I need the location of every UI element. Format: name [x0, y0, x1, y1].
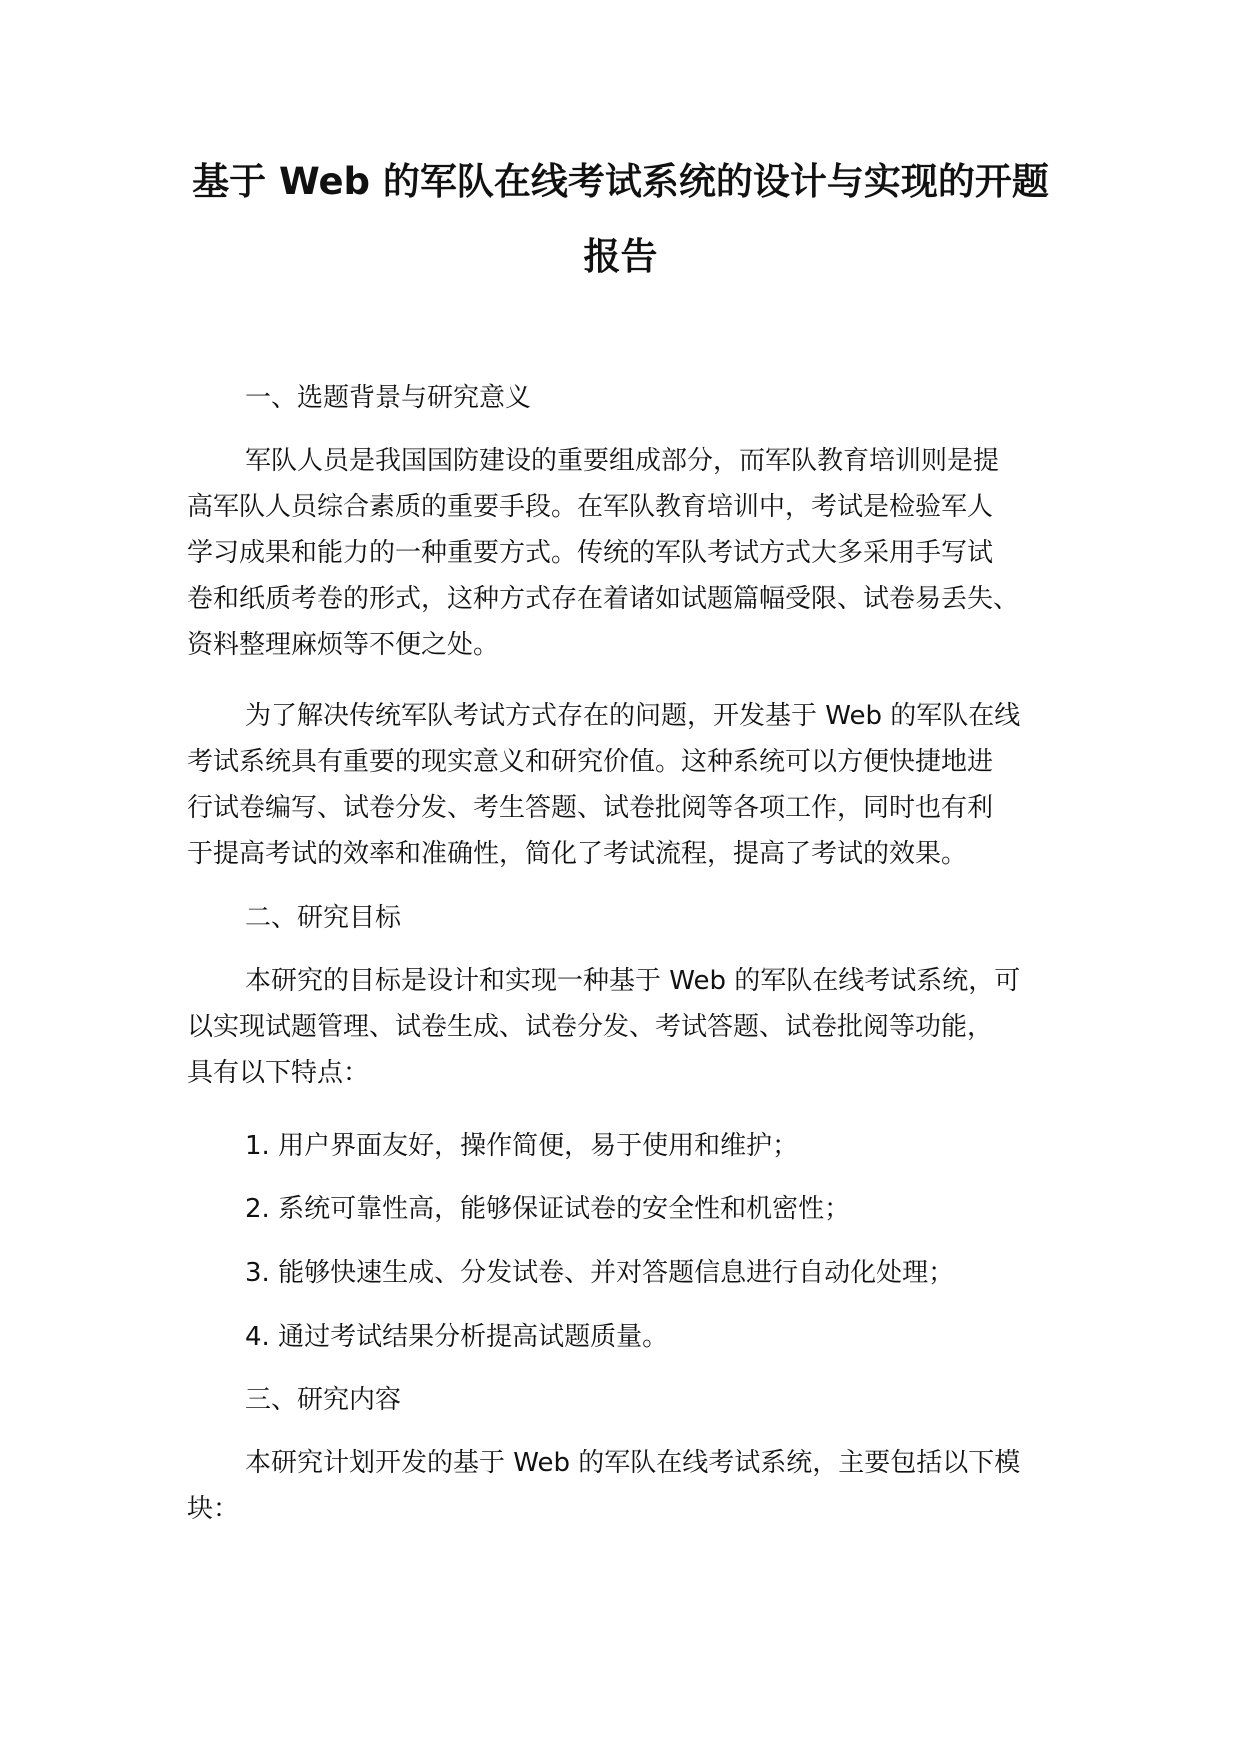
section-heading-content: 三、研究内容 [245, 1385, 402, 1415]
paragraph-line: 于提高考试的效率和准确性，简化了考试流程，提高了考试的效果。 [187, 839, 968, 869]
section-heading-background: 一、选题背景与研究意义 [245, 383, 532, 413]
paragraph-line: 学习成果和能力的一种重要方式。传统的军队考试方式大多采用手写试 [187, 538, 994, 568]
list-item: 3. 能够快速生成、分发试卷、并对答题信息进行自动化处理； [245, 1258, 955, 1288]
document-title-line-2: 报告 [583, 235, 658, 278]
paragraph-background-1 [187, 438, 1067, 668]
paragraph-line: 块： [187, 1494, 240, 1524]
paragraph-line: 高军队人员综合素质的重要手段。在军队教育培训中，考试是检验军人 [187, 492, 994, 522]
paragraph-line: 以实现试题管理、试卷生成、试卷分发、考试答题、试卷批阅等功能， [187, 1012, 994, 1042]
paragraph-line: 行试卷编写、试卷分发、考生答题、试卷批阅等各项工作，同时也有利 [187, 793, 994, 823]
list-item: 4. 通过考试结果分析提高试题质量。 [245, 1322, 669, 1352]
paragraph-line: 卷和纸质考卷的形式，这种方式存在着诸如试题篇幅受限、试卷易丢失、 [187, 584, 1020, 614]
paragraph-line: 本研究的目标是设计和实现一种基于 Web 的军队在线考试系统，可 [245, 966, 1021, 996]
paragraph-line: 具有以下特点： [187, 1058, 370, 1088]
document-title-line-1: 基于 Web 的军队在线考试系统的设计与实现的开题 [192, 160, 1049, 203]
paragraph-line: 资料整理麻烦等不便之处。 [187, 630, 500, 660]
paragraph-content [187, 1440, 1067, 1532]
paragraph-background-2 [187, 693, 1067, 877]
paragraph-goals [187, 958, 1067, 1096]
paragraph-line: 本研究计划开发的基于 Web 的军队在线考试系统，主要包括以下模 [245, 1448, 1021, 1478]
paragraph-line: 考试系统具有重要的现实意义和研究价值。这种系统可以方便快捷地进 [187, 747, 994, 777]
paragraph-line: 军队人员是我国国防建设的重要组成部分，而军队教育培训则是提 [245, 446, 1000, 476]
section-heading-goals: 二、研究目标 [245, 903, 402, 933]
list-item: 2. 系统可靠性高，能够保证试卷的安全性和机密性； [245, 1194, 851, 1224]
list-item: 1. 用户界面友好，操作简便，易于使用和维护； [245, 1131, 799, 1161]
paragraph-line: 为了解决传统军队考试方式存在的问题，开发基于 Web 的军队在线 [245, 701, 1021, 731]
